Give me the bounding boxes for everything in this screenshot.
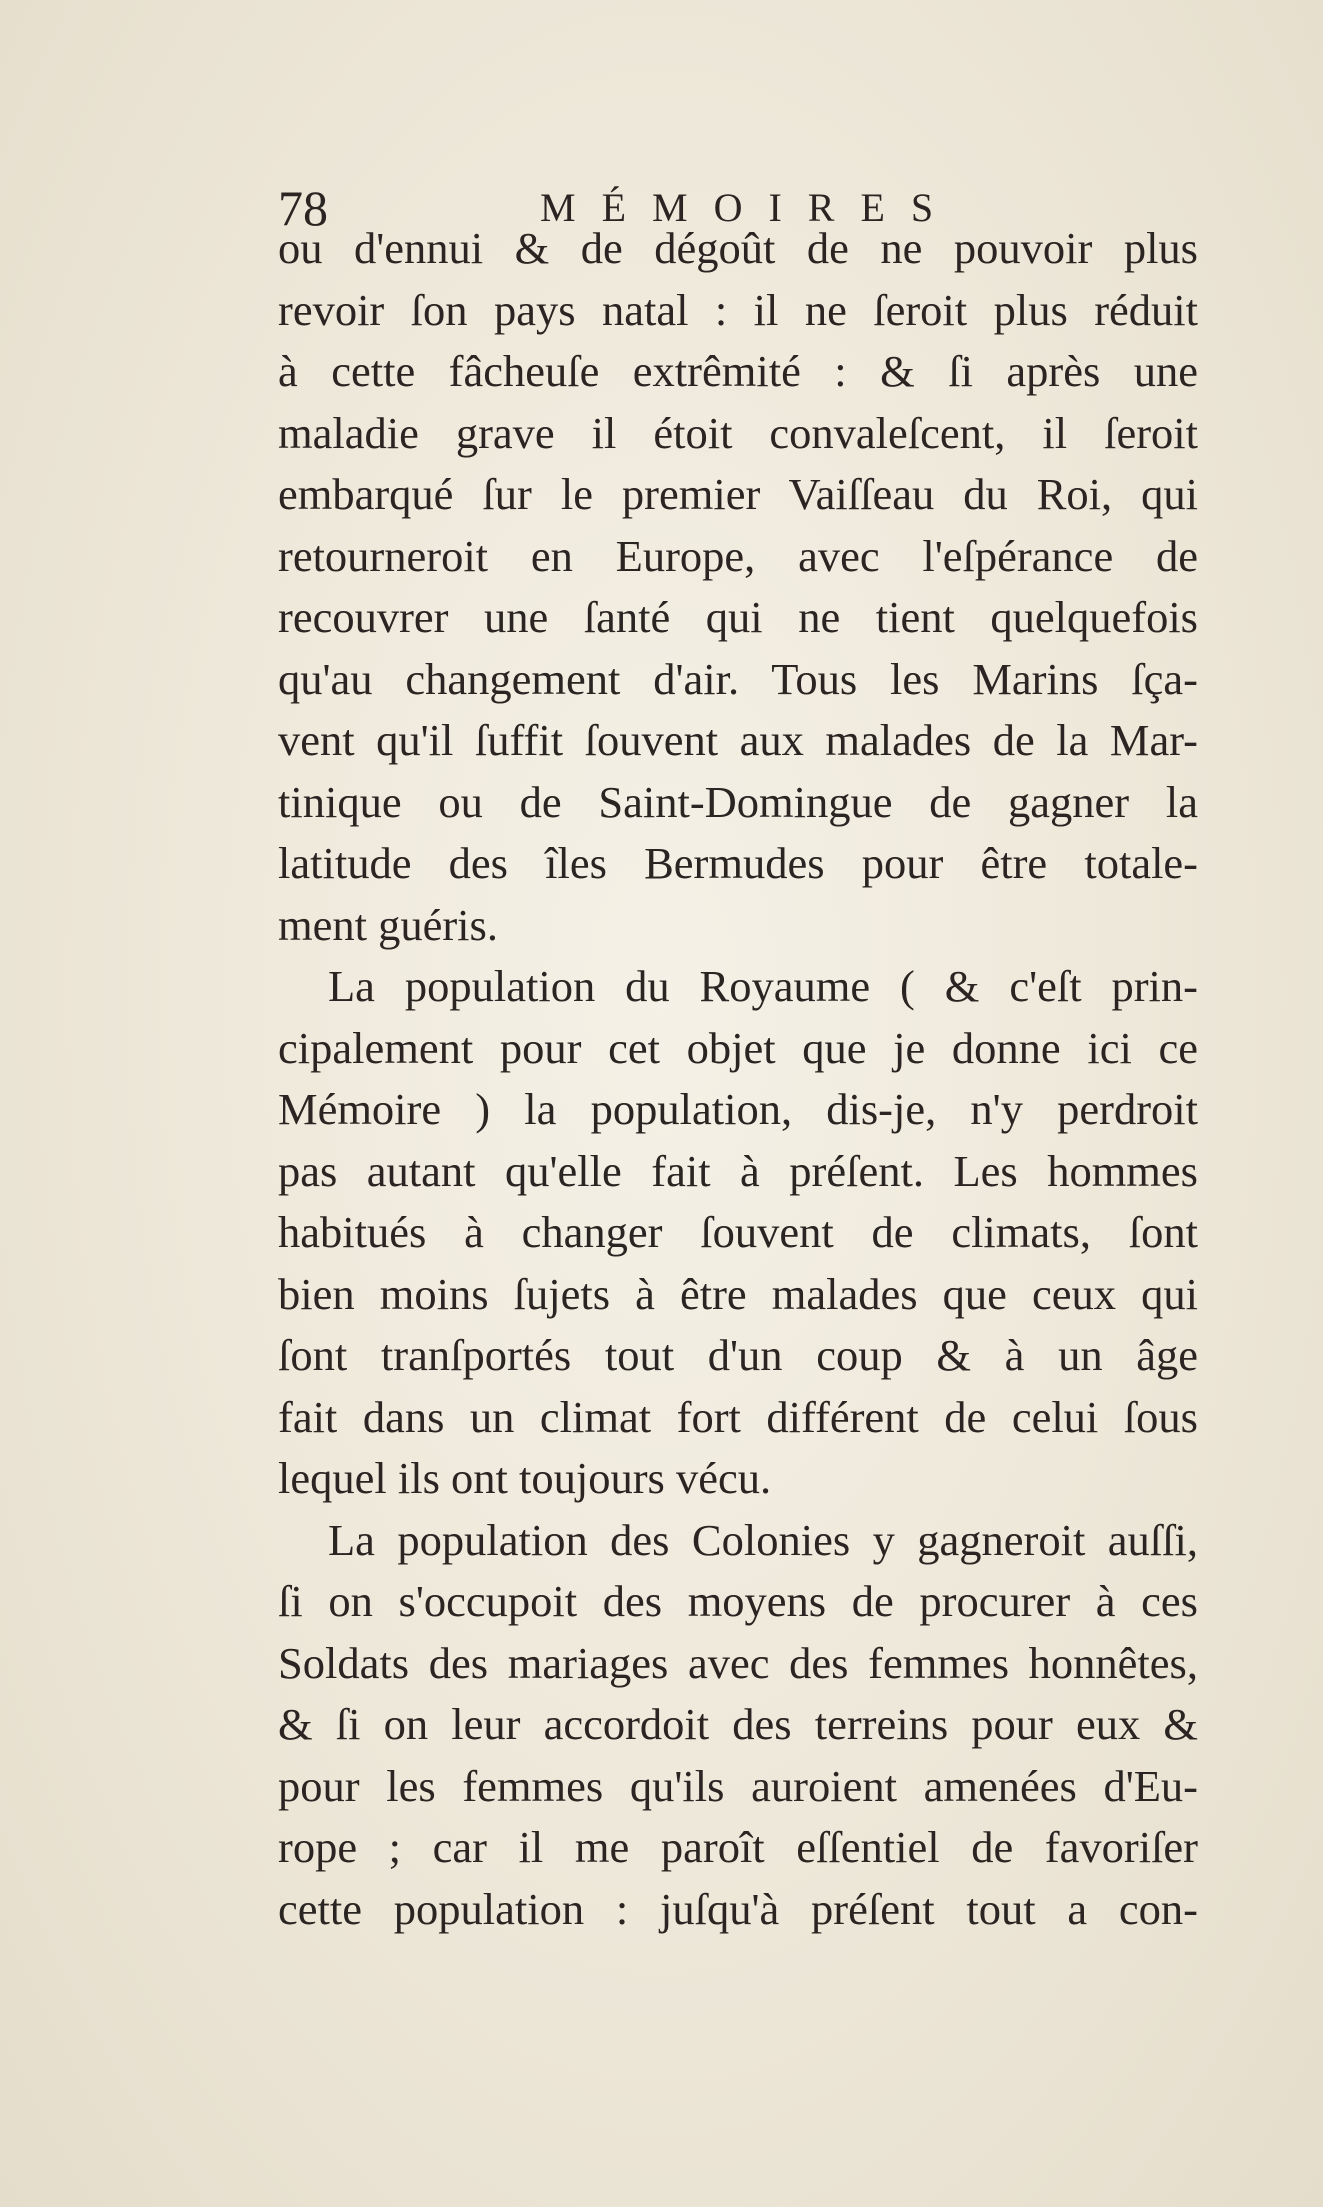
text-line: pour les femmes qu'ils auroient amenées d'Eu- (278, 1760, 1198, 1811)
text-line: La population du Royaume ( & c'eſt prin- (328, 961, 1198, 1011)
text-line: La population des Colonies y gagneroit auſſi, (328, 1514, 1198, 1565)
paragraph-2 (278, 956, 1198, 1510)
text-line: qu'au changement d'air. Tous les Marins ſça- (278, 653, 1198, 704)
text-line: embarqué ſur le premier Vaiſſeau du Roi, qui (278, 469, 1198, 519)
paragraph-3 (278, 1510, 1198, 1941)
text-line: revoir ſon pays natal : il ne ſeroit plus réduit (278, 284, 1198, 335)
text-line: tinique ou de Saint-Domingue de gagner la (278, 776, 1198, 827)
text-line: ſont tranſportés tout d'un coup & à un âge (278, 1330, 1198, 1380)
text-line: Soldats des mariages avec des femmes honnêtes, (278, 1637, 1198, 1688)
text-line: ou d'ennui & de dégoût de ne pouvoir plus (278, 223, 1198, 273)
text-line: pas autant qu'elle fait à préſent. Les hommes (278, 1145, 1198, 1196)
text-line: latitude des îles Bermudes pour être totale- (278, 838, 1198, 888)
running-head: MÉMOIRES (540, 185, 960, 230)
text-line: lequel ils ont toujours vécu. (278, 1453, 772, 1503)
text-line: maladie grave il étoit convaleſcent, il ſeroit (278, 407, 1198, 458)
text-line: vent qu'il ſuffit ſouvent aux malades de la Mar- (278, 715, 1198, 765)
text-line: ſi on s'occupoit des moyens de procurer à ces (278, 1576, 1198, 1626)
page-number: 78 (278, 180, 328, 236)
text-line: recouvrer une ſanté qui ne tient quelquefois (278, 592, 1198, 642)
text-line: cette population : juſqu'à préſent tout a con- (278, 1883, 1198, 1934)
text-line: cipalement pour cet objet que je donne ici ce (278, 1022, 1198, 1073)
text-line: rope ; car il me paroît eſſentiel de favoriſer (278, 1822, 1198, 1872)
text-line: ment guéris. (278, 899, 498, 950)
text-line: à cette fâcheuſe extrêmité : & ſi après une (278, 346, 1198, 396)
text-line: & ſi on leur accordoit des terreins pour eux & (278, 1699, 1198, 1749)
text-line: bien moins ſujets à être malades que ceux qui (278, 1268, 1198, 1319)
paragraph-1 (278, 218, 1198, 956)
text-line: retourneroit en Europe, avec l'eſpérance de (278, 530, 1198, 581)
text-line: habitués à changer ſouvent de climats, ſont (278, 1207, 1198, 1257)
body-text (278, 218, 1198, 1940)
text-line: fait dans un climat fort différent de celui ſous (278, 1391, 1198, 1442)
text-line: Mémoire ) la population, dis-je, n'y perdroit (278, 1084, 1198, 1134)
